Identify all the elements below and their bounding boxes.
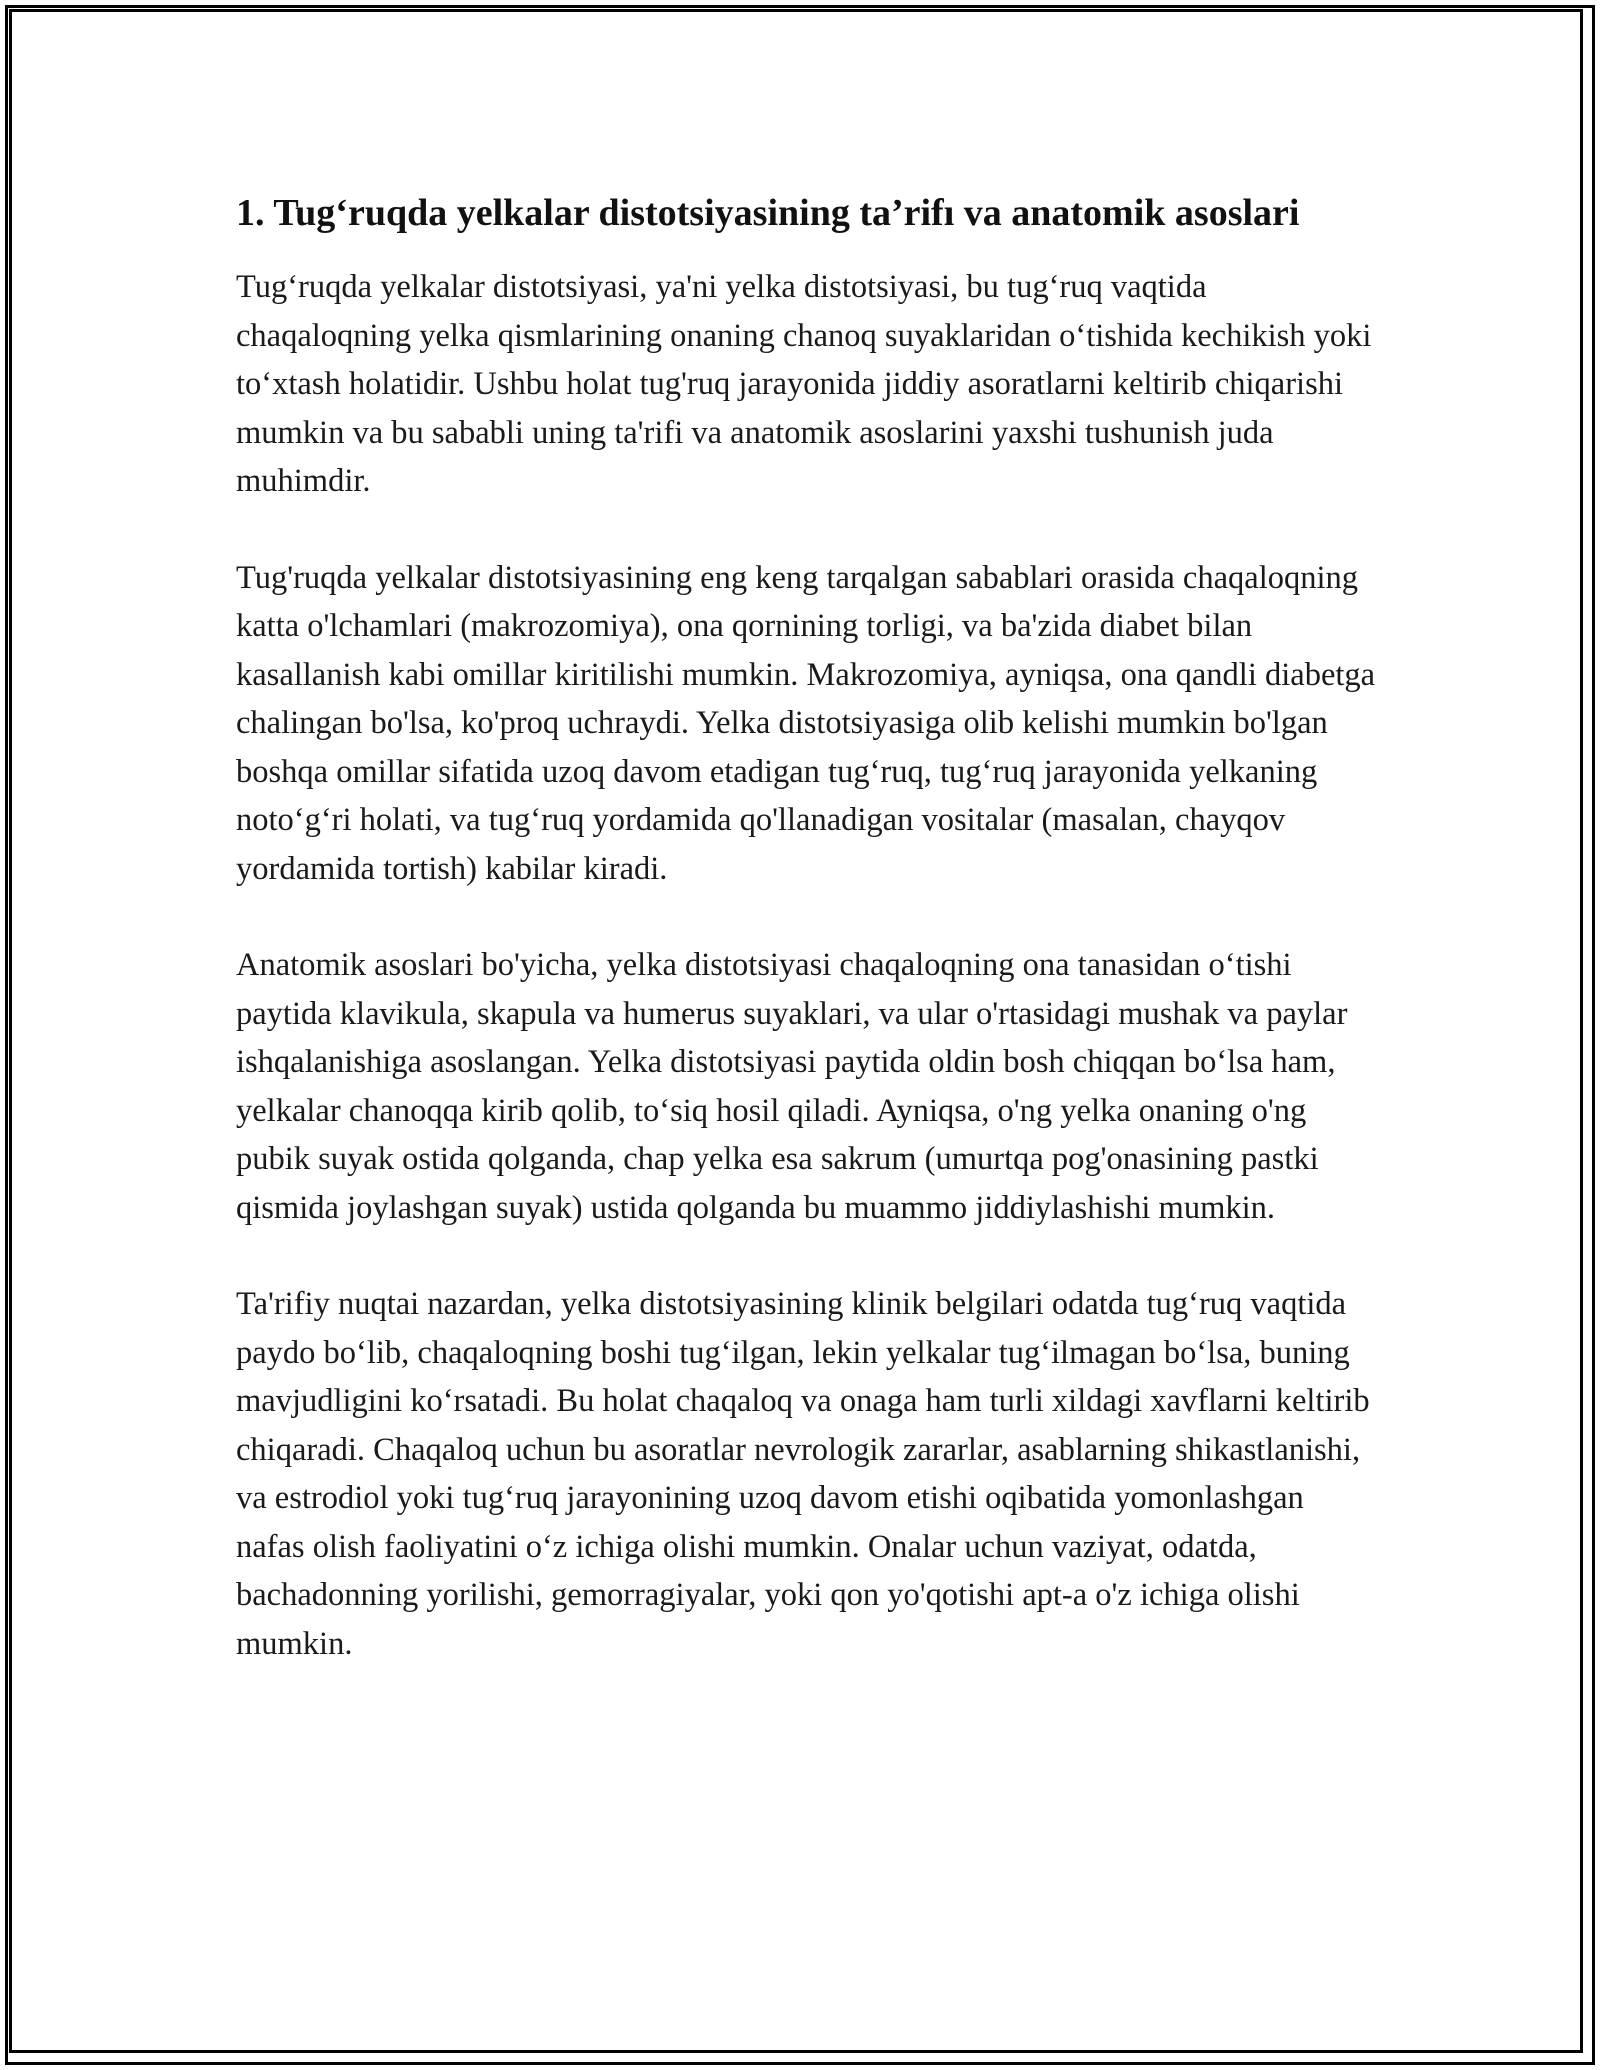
paragraph-anatomy: Anatomik asoslari bo'yicha, yelka distotsiyasi chaqaloqning ona tanasidan o‘tishi paytida klavikula, skapula va humerus suyaklari, va ular o'rtasidagi mushak va paylar ishqalanishiga asoslangan. Yelka distotsiyasi paytida oldin bosh chiqqan bo‘lsa ham, yelkalar chanoqqa kirib qolib, to‘siq hosil qiladi. Ayniqsa, o'ng yelka onaning o'ng pubik suyak ostida qolganda, chap yelka esa sakrum (umurtqa pog'onasining pastki qismida joylashgan suyak) ustida qolganda bu muammo jiddiylashishi mumkin. bbox=[236, 947, 1348, 1226]
paragraph-clinical-signs: Ta'rifiy nuqtai nazardan, yelka distotsiyasining klinik belgilari odatda tug‘ruq vaqtida paydo bo‘lib, chaqaloqning boshi tug‘ilgan, lekin yelkalar tug‘ilmagan bo‘lsa, buning mavjudligini ko‘rsatadi. Bu holat chaqaloq va onaga ham turli xildagi xavflarni keltirib chiqaradi. Chaqaloq uchun bu asoratlar nevrologik zararlar, asablarning shikastlanishi, va estrodiol yoki tug‘ruq jarayonining uzoq davom etishi oqibatida yomonlashgan nafas olish faoliyatini o‘z ichiga olishi mumkin. Onalar uchun vaziyat, odatda, bachadonning yorilishi, gemorragiyalar, yoki qon yo'qotishi apt-a o'z ichiga olishi mumkin. bbox=[236, 1286, 1370, 1662]
paragraph-causes: Tug'ruqda yelkalar distotsiyasining eng keng tarqalgan sabablari orasida chaqaloqning katta o'lchamlari (makrozomiya), ona qornining torligi, va ba'zida diabet bilan kasallanish kabi omillar kiritilishi mumkin. Makrozomiya, ayniqsa, ona qandli diabetga chalingan bo'lsa, ko'proq uchraydi. Yelka distotsiyasiga olib kelishi mumkin bo'lgan boshqa omillar sifatida uzoq davom etadigan tug‘ruq, tug‘ruq jarayonida yelkaning noto‘g‘ri holati, va tug‘ruq yordamida qo'llanadigan vositalar (masalan, chayqov yordamida tortish) kabilar kiradi. bbox=[236, 559, 1376, 887]
paragraph-definition: Tug‘ruqda yelkalar distotsiyasi, ya'ni yelka distotsiyasi, bu tug‘ruq vaqtida chaqaloqning yelka qismlarining onaning chanoq suyaklaridan o‘tishida kechikish yoki to‘xtash holatidir. Ushbu holat tug'ruq jarayonida jiddiy asoratlarni keltirib chiqarishi mumkin va bu sababli uning ta'rifi va anatomik asoslarini yaxshi tushunish juda muhimdir. bbox=[236, 269, 1372, 499]
document-body bbox=[236, 185, 1376, 1716]
section-heading: 1. Tug‘ruqda yelkalar distotsiyasining ta’rifı va anatomik asoslari bbox=[236, 192, 1300, 234]
